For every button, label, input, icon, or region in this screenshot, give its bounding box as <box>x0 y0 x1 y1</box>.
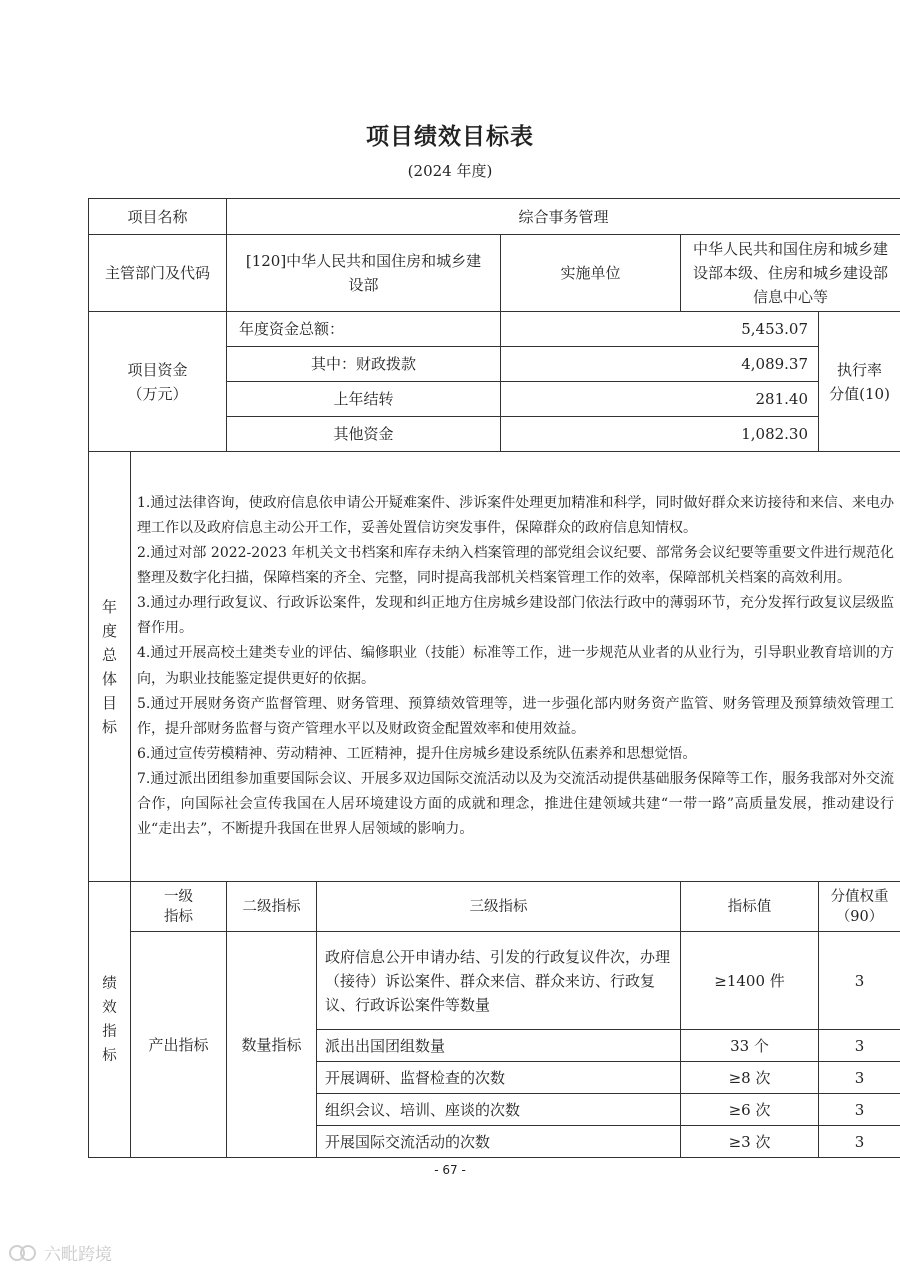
project-name-label: 项目名称 <box>89 199 227 235</box>
performance-table <box>88 198 900 1158</box>
indicator-name: 政府信息公开申请办结、引发的行政复议件次，办理（接待）诉讼案件、群众来信、群众来访、行政复议、行政诉讼案件等数量 <box>317 932 681 1030</box>
funds-fiscal-label: 其中：财政拨款 <box>227 347 501 382</box>
project-name-value: 综合事务管理 <box>227 199 900 235</box>
funds-other-label: 其他资金 <box>227 417 501 452</box>
header-weight-line2: （90） <box>835 908 884 925</box>
indicator-weight: 3 <box>819 932 900 1030</box>
goals-label-char: 年 <box>101 597 117 616</box>
dept-label: 主管部门及代码 <box>89 235 227 312</box>
indicator-weight: 3 <box>819 1030 900 1062</box>
year-subtitle: (2024 年度) <box>407 162 493 180</box>
indicators-label-char: 绩 <box>102 975 117 992</box>
indicator-name: 派出出国团组数量 <box>317 1030 681 1062</box>
funds-other-value: 1,082.30 <box>501 417 819 452</box>
funds-fiscal-value: 4,089.37 <box>501 347 819 382</box>
indicator-weight: 3 <box>819 1062 900 1094</box>
goals-label-char: 标 <box>101 717 117 736</box>
goals-label-char: 体 <box>101 669 117 688</box>
header-level1 <box>131 882 227 932</box>
goals-label-char: 总 <box>101 645 117 664</box>
exec-rate-line1: 执行率 <box>837 360 883 379</box>
watermark-logo-icon <box>8 1242 38 1264</box>
goals-label-char: 度 <box>101 621 117 640</box>
dept-value: [120]中华人民共和国住房和城乡建设部 <box>227 235 501 312</box>
page-number: - 67 - <box>434 1163 466 1177</box>
goal-item: 1.通过法律咨询，使政府信息依申请公开疑难案件、涉诉案件处理更加精准和科学，同时做好群众来访接待和来信、来电办理工作以及政府信息主动公开工作，妥善处置信访突发事件，保障群众的政府信息知情权。 <box>137 494 895 536</box>
header-level3: 三级指标 <box>317 882 681 932</box>
header-level2: 二级指标 <box>227 882 317 932</box>
indicators-label-char: 效 <box>102 999 117 1016</box>
funds-label <box>89 312 227 452</box>
indicator-value: ≥3 次 <box>681 1126 819 1158</box>
page-title: 项目绩效目标表 <box>366 124 534 150</box>
header-value: 指标值 <box>681 882 819 932</box>
indicator-weight: 3 <box>819 1094 900 1126</box>
indicator-weight: 3 <box>819 1126 900 1158</box>
goal-item: 6.通过宣传劳模精神、劳动精神、工匠精神，提升住房城乡建设系统队伍素养和思想觉悟。 <box>137 745 697 762</box>
goals-label <box>89 452 131 882</box>
indicator-name: 组织会议、培训、座谈的次数 <box>317 1094 681 1126</box>
funds-label-line1: 项目资金 <box>127 360 188 379</box>
goal-item: 3.通过办理行政复议、行政诉讼案件，发现和纠正地方住房城乡建设部门依法行政中的薄弱环节，充分发挥行政复议层级监督作用。 <box>137 595 895 637</box>
goal-item: 7.通过派出团组参加重要国际会议、开展多双边国际交流活动以及为交流活动提供基础服务保障等工作，服务我部对外交流合作，向国际社会宣传我国在人居环境建设方面的成就和理念，推进住建领域共建“一带一路”高质量发展，推动建设行业“走出去”，不断提升我国在世界人居领域的影响力。 <box>137 770 895 838</box>
funds-carryover-value: 281.40 <box>501 382 819 417</box>
indicator-value: ≥1400 件 <box>681 932 819 1030</box>
exec-rate-line2: 分值(10) <box>829 384 890 403</box>
indicator-name: 开展国际交流活动的次数 <box>317 1126 681 1158</box>
header-level1-line2: 指标 <box>164 908 193 925</box>
level2-quantity: 数量指标 <box>227 932 317 1158</box>
indicator-value: ≥6 次 <box>681 1094 819 1126</box>
exec-rate-cell <box>819 312 900 452</box>
level1-output: 产出指标 <box>131 932 227 1158</box>
funds-total-label: 年度资金总额： <box>227 312 501 347</box>
header-level1-line1: 一级 <box>164 888 193 905</box>
funds-total-value: 5,453.07 <box>501 312 819 347</box>
indicator-value: 33 个 <box>681 1030 819 1062</box>
indicator-name: 开展调研、监督检查的次数 <box>317 1062 681 1094</box>
goal-item: 5.通过开展财务资产监督管理、财务管理、预算绩效管理等，进一步强化部内财务资产监管、财务管理及预算绩效管理工作，提升部财务监督与资产管理水平以及财政资金配置效率和使用效益。 <box>137 695 895 737</box>
indicators-label-char: 标 <box>102 1047 117 1064</box>
indicator-value: ≥8 次 <box>681 1062 819 1094</box>
funds-label-line2: （万元） <box>127 384 188 403</box>
watermark-text: 六毗跨境 <box>44 1245 112 1265</box>
watermark <box>8 1240 112 1265</box>
goals-content <box>131 452 900 882</box>
goals-label-char: 目 <box>101 693 117 712</box>
indicators-label-char: 指 <box>102 1023 117 1040</box>
goal-item: 2.通过对部 2022-2023 年机关文书档案和库存未纳入档案管理的部党组会议纪要、部常务会议纪要等重要文件进行规范化整理及数字化扫描，保障档案的齐全、完整，同时提高我部机关档案管理工作的效率，保障部机关档案的高效利用。 <box>137 545 895 587</box>
goal-item: 4.通过开展高校土建类专业的评估、编修职业（技能）标准等工作，进一步规范从业者的从业行为，引导职业教育培训的方向，为职业技能鉴定提供更好的依据。 <box>137 645 895 687</box>
indicators-label <box>89 882 131 1158</box>
header-weight-line1: 分值权重 <box>830 888 889 905</box>
impl-unit-value: 中华人民共和国住房和城乡建设部本级、住房和城乡建设部信息中心等 <box>681 235 900 312</box>
impl-unit-label: 实施单位 <box>501 235 681 312</box>
header-weight <box>819 882 900 932</box>
funds-carryover-label: 上年结转 <box>227 382 501 417</box>
